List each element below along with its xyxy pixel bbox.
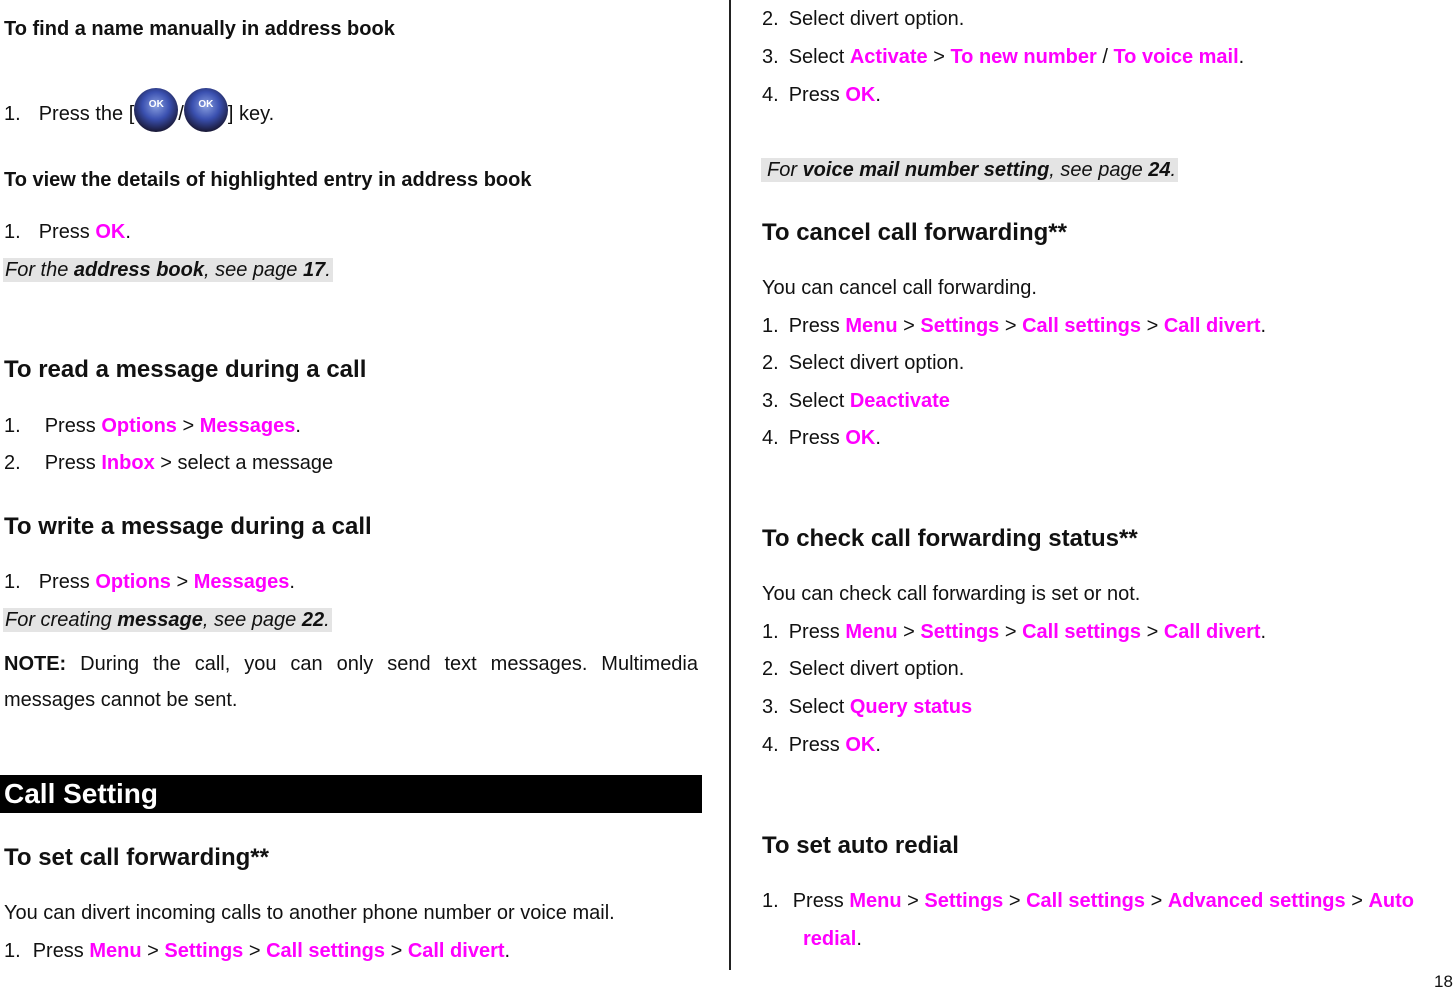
check-step-2: 2. Select divert option.: [762, 658, 965, 680]
forward-heading: To set call forwarding**: [4, 844, 269, 871]
ok-key-icon: OK: [184, 88, 228, 132]
check-step-3: 3. Select Query status: [762, 696, 973, 718]
write-step-1: 1. Press Options > Messages.: [4, 571, 295, 593]
step-text: ] key.: [227, 103, 275, 125]
step-text: Press the [: [38, 103, 135, 125]
column-divider: [729, 0, 731, 970]
fw-step-4: 4. Press OK.: [762, 84, 881, 106]
view-heading: To view the details of highlighted entry in address book: [4, 169, 532, 191]
fw-step-2: 2. Select divert option.: [762, 8, 965, 30]
ok-key-label: OK: [95, 221, 126, 243]
cancel-step-2: 2. Select divert option.: [762, 352, 965, 374]
find-step-1: [4, 88, 274, 132]
cancel-desc: You can cancel call forwarding.: [762, 277, 1037, 299]
cancel-step-1: 1. Press Menu > Settings > Call settings > Call divert.: [762, 315, 1267, 337]
read-step-1: 1. Press Options > Messages.: [4, 415, 301, 437]
forward-desc: You can divert incoming calls to another phone number or voice mail.: [4, 902, 615, 924]
multimedia-note: [4, 646, 698, 718]
check-step-1: 1. Press Menu > Settings > Call settings > Call divert.: [762, 621, 1267, 643]
read-step-2: 2. Press Inbox > select a message: [4, 452, 334, 474]
check-desc: You can check call forwarding is set or not.: [762, 583, 1141, 605]
message-note: For creating message, see page 22.: [5, 609, 330, 631]
section-title-bar: Call Setting: [0, 775, 702, 813]
check-step-4: 4. Press OK.: [762, 734, 881, 756]
note-body: During the call, you can only send text messages. Multimedia messages cannot be sent.: [4, 653, 698, 711]
cancel-step-4: 4. Press OK.: [762, 427, 881, 449]
page-number: 18: [1434, 972, 1453, 991]
note-label: NOTE:: [4, 653, 67, 675]
step-number: 1.: [4, 103, 21, 125]
redial-heading: To set auto redial: [762, 832, 959, 859]
cancel-step-3: 3. Select Deactivate: [762, 390, 950, 412]
address-book-note: For the address book, see page 17.: [5, 259, 331, 281]
voice-mail-note: For voice mail number setting, see page 24.: [761, 158, 1178, 182]
view-step-1: 1. Press OK.: [4, 221, 131, 243]
ok-key-icon: OK: [134, 88, 178, 132]
write-heading: To write a message during a call: [4, 513, 372, 540]
fw-step-3: 3. Select Activate > To new number / To voice mail.: [762, 46, 1245, 68]
read-heading: To read a message during a call: [4, 356, 367, 383]
redial-step-1: 1. Press Menu > Settings > Call settings > Advanced settings > Auto: [762, 890, 1414, 912]
forward-step-1: 1. Press Menu > Settings > Call settings > Call divert.: [4, 940, 511, 962]
cancel-heading: To cancel call forwarding**: [762, 219, 1067, 246]
find-heading: To find a name manually in address book: [4, 18, 395, 40]
step-separator: /: [178, 103, 184, 125]
redial-step-1-cont: redial.: [803, 928, 862, 950]
check-heading: To check call forwarding status**: [762, 525, 1138, 552]
